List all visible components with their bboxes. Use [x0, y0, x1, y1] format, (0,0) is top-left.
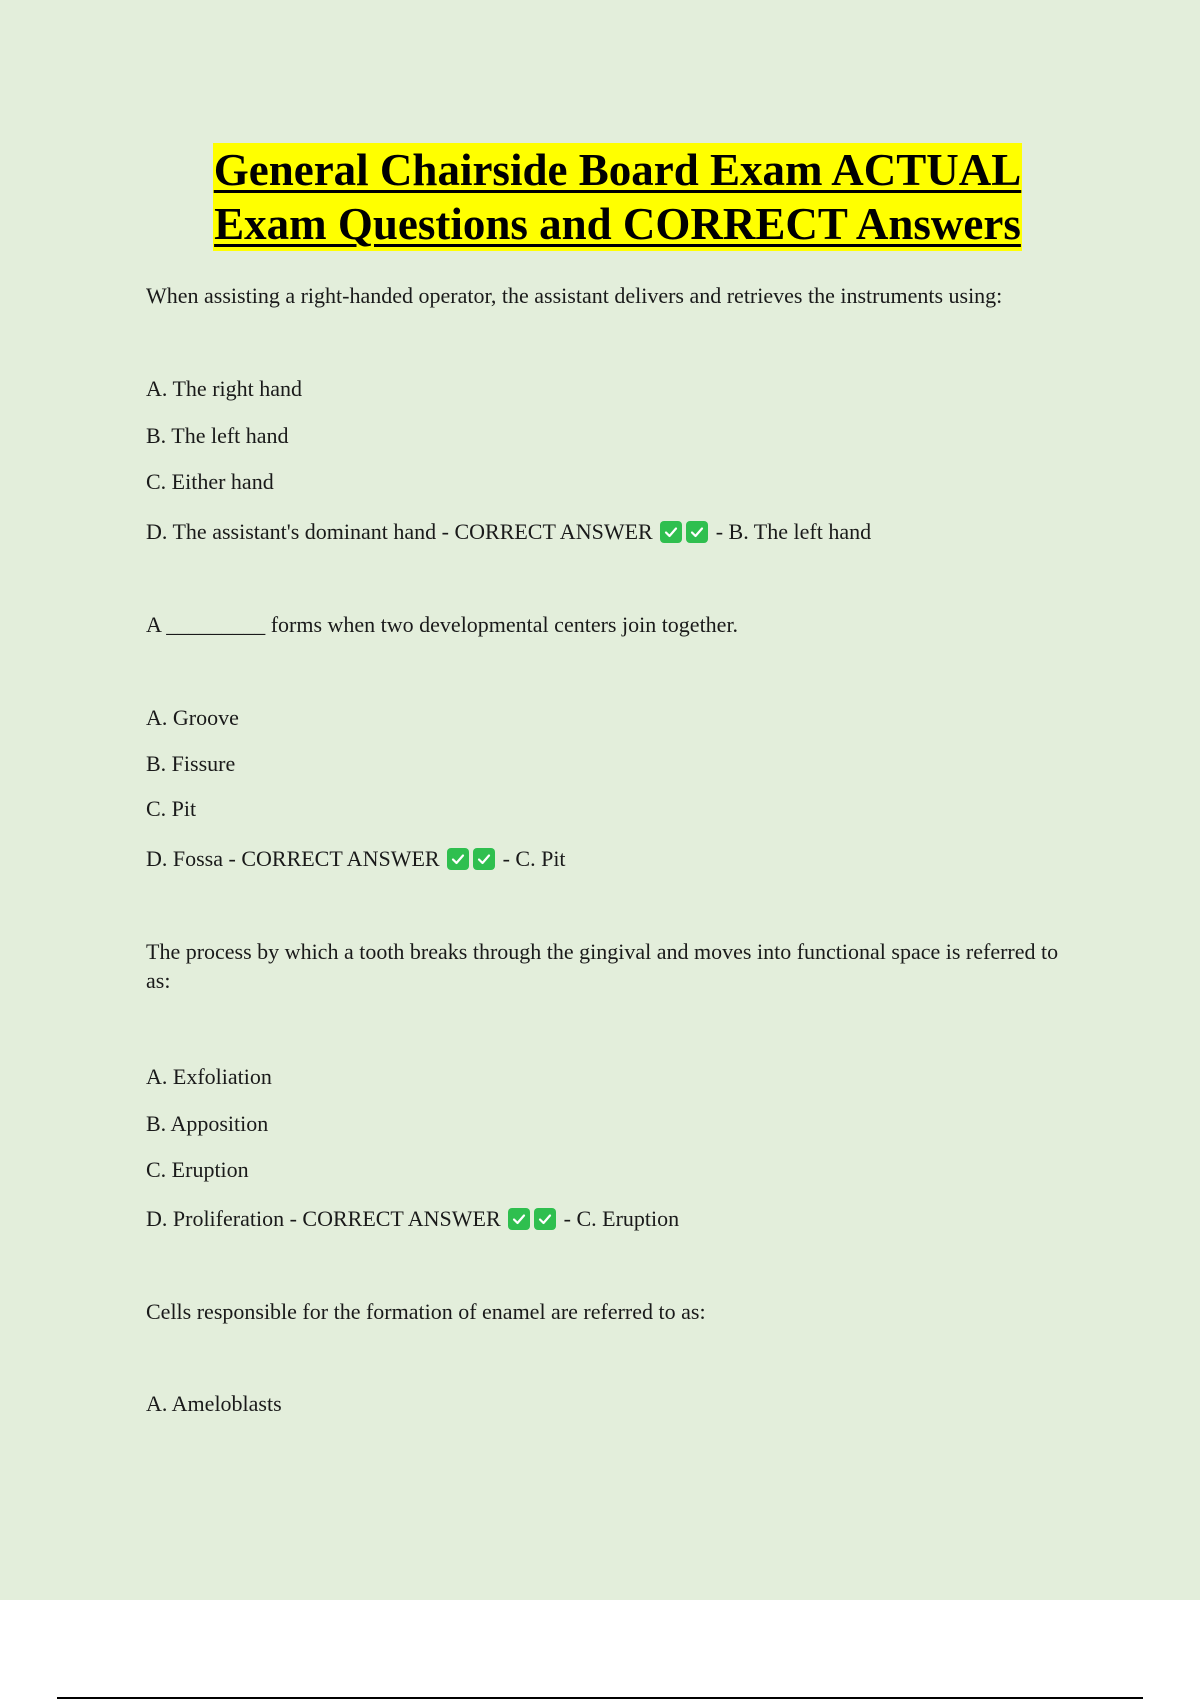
- question-4-prompt: Cells responsible for the formation of enamel are referred to as:: [146, 1299, 706, 1324]
- question-2-option-d-text: D. Fossa - CORRECT ANSWER: [146, 846, 440, 871]
- question-1-option-b: B. The left hand: [146, 423, 289, 448]
- question-2-option-c: C. Pit: [146, 796, 197, 821]
- question-3-option-c: C. Eruption: [146, 1157, 249, 1182]
- question-3-option-d-text: D. Proliferation - CORRECT ANSWER: [146, 1206, 501, 1231]
- question-4-option-a: A. Ameloblasts: [146, 1391, 282, 1416]
- footer-divider: [57, 1697, 1143, 1699]
- title-line-2: Exam Questions and CORRECT Answers: [214, 199, 1021, 249]
- question-1-option-d-text: D. The assistant's dominant hand - CORRECT ANSWER: [146, 519, 653, 544]
- check-box-icon: [534, 1208, 556, 1230]
- question-2-prompt-start: A: [146, 612, 161, 637]
- question-1-prompt: When assisting a right-handed operator, the assistant delivers and retrieves the instruments using:: [146, 283, 1003, 308]
- question-3-option-a: A. Exfoliation: [146, 1064, 272, 1089]
- check-box-icon: [508, 1208, 530, 1230]
- question-1-option-c: C. Either hand: [146, 469, 274, 494]
- check-box-icon: [660, 521, 682, 543]
- question-2-option-d: [146, 844, 566, 873]
- question-1-option-d: [146, 517, 871, 546]
- question-2-prompt-end: forms when two developmental centers join together.: [265, 612, 739, 637]
- question-3-answer: - C. Eruption: [563, 1206, 680, 1231]
- question-3-prompt: The process by which a tooth breaks through the gingival and moves into functional space is referred to as:: [146, 939, 1059, 993]
- question-2-blank: _________: [166, 612, 266, 637]
- question-2-prompt: [146, 610, 738, 639]
- title-line-1: General Chairside Board Exam ACTUAL: [213, 145, 1022, 195]
- question-1-option-a: A. The right hand: [146, 376, 303, 401]
- check-box-icon: [473, 848, 495, 870]
- question-2-option-a: A. Groove: [146, 705, 239, 730]
- question-2-option-b: B. Fissure: [146, 751, 236, 776]
- question-1-answer: - B. The left hand: [715, 519, 872, 544]
- check-box-icon: [686, 521, 708, 543]
- document-title: [145, 143, 1090, 251]
- question-3-option-b: B. Apposition: [146, 1111, 269, 1136]
- question-3-option-d: [146, 1204, 679, 1233]
- question-2-answer: - C. Pit: [502, 846, 566, 871]
- check-box-icon: [447, 848, 469, 870]
